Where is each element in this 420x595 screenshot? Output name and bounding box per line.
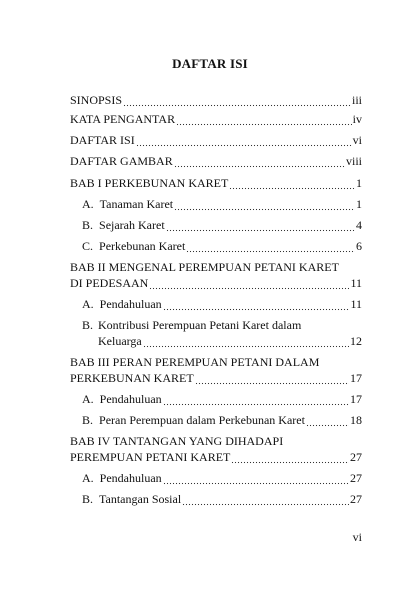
leader-dots (306, 415, 349, 427)
toc-entry-number: A. (82, 392, 94, 406)
toc-entry-page: 11 (350, 276, 362, 290)
leader-dots (143, 336, 349, 348)
leader-dots (174, 156, 345, 168)
toc-entry-label: DI PEDESAAN (70, 276, 149, 290)
toc-entry-number: A. (82, 297, 94, 311)
toc-entry-bab-2-b-number: B. (82, 318, 94, 332)
toc-entry-label: Pendahuluan (99, 471, 162, 485)
toc-entry-label: Pendahuluan (99, 392, 162, 406)
toc-entry-bab-3-a[interactable] (82, 392, 362, 406)
toc-entry-daftar-isi[interactable] (70, 133, 362, 147)
toc-entry-label: Keluarga (98, 334, 142, 348)
leader-dots (176, 114, 352, 126)
toc-entry-page: 27 (350, 471, 362, 485)
leader-dots (174, 199, 355, 211)
toc-entry-label: Peran Perempuan dalam Perkebunan Karet (99, 413, 305, 427)
toc-entry-page: 4 (356, 218, 362, 232)
toc-entry-label: BAB I PERKEBUNAN KARET (70, 176, 229, 190)
toc-entry-number: B. (82, 413, 94, 427)
leader-dots (123, 95, 351, 107)
toc-entry-bab-2-b-line1[interactable]: Kontribusi Perempuan Petani Karet dalam (98, 318, 302, 332)
toc-entry-kata-pengantar[interactable] (70, 112, 362, 126)
toc-entry-page: 11 (350, 297, 362, 311)
toc-entry-page: vi (352, 133, 362, 147)
toc-entry-bab-4-b[interactable] (82, 492, 362, 506)
toc-entry-bab-3-b[interactable] (82, 413, 362, 427)
toc-entry-bab-2-b[interactable] (98, 334, 362, 348)
toc-entry-page: 17 (350, 371, 362, 385)
toc-entry-bab-1[interactable] (70, 176, 362, 190)
toc-entry-bab-2-line1[interactable]: BAB II MENGENAL PEREMPUAN PETANI KARET (70, 260, 339, 274)
page-title: DAFTAR ISI (172, 56, 248, 71)
toc-entry-page: 12 (350, 334, 362, 348)
toc-entry-number: A. (82, 197, 94, 211)
toc-entry-bab-3-line1[interactable]: BAB III PERAN PEREMPUAN PETANI DALAM (70, 355, 320, 369)
toc-entry-page: iii (351, 93, 362, 107)
toc-entry-number: B. (82, 492, 94, 506)
leader-dots (166, 220, 355, 232)
toc-entry-page: 18 (350, 413, 362, 427)
toc-entry-page: 6 (356, 239, 362, 253)
toc-entry-label: PERKEBUNAN KARET (70, 371, 194, 385)
toc-entry-page: 17 (350, 392, 362, 406)
toc-entry-label: DAFTAR GAMBAR (70, 154, 173, 168)
toc-entry-sinopsis[interactable] (70, 93, 362, 107)
leader-dots (163, 473, 349, 485)
toc-entry-bab-4-a[interactable] (82, 471, 362, 485)
toc-entry-bab-1-c[interactable] (82, 239, 362, 253)
toc-entry-page: 1 (356, 176, 362, 190)
toc-entry-label: Sejarah Karet (99, 218, 165, 232)
toc-entry-page: iv (352, 112, 362, 126)
toc-entry-label: Perkebunan Karet (99, 239, 186, 253)
leader-dots (182, 494, 349, 506)
toc-entry-label: Tanaman Karet (99, 197, 174, 211)
page-number: vi (352, 530, 362, 544)
leader-dots (229, 178, 355, 190)
toc-entry-label: KATA PENGANTAR (70, 112, 176, 126)
leader-dots (163, 394, 349, 406)
toc-entry-label: DAFTAR ISI (70, 133, 135, 147)
toc-entry-page: 27 (350, 492, 362, 506)
leader-dots (136, 135, 352, 147)
toc-entry-bab-1-a[interactable] (82, 197, 362, 211)
toc-entry-number: C. (82, 239, 94, 253)
toc-entry-number: A. (82, 471, 94, 485)
leader-dots (149, 278, 349, 290)
toc-entry-number: B. (82, 218, 94, 232)
toc-entry-bab-2-a[interactable] (82, 297, 362, 311)
toc-entry-label: Tantangan Sosial (99, 492, 182, 506)
toc-entry-label: Pendahuluan (99, 297, 162, 311)
toc-entry-bab-4[interactable] (70, 450, 362, 464)
toc-entry-bab-1-b[interactable] (82, 218, 362, 232)
leader-dots (231, 452, 349, 464)
toc-entry-bab-4-line1[interactable]: BAB IV TANTANGAN YANG DIHADAPI (70, 434, 284, 448)
leader-dots (163, 299, 350, 311)
toc-entry-page: 1 (356, 197, 362, 211)
toc-entry-daftar-gambar[interactable] (70, 154, 362, 168)
toc-entry-page: viii (345, 154, 362, 168)
toc-entry-label: PEREMPUAN PETANI KARET (70, 450, 231, 464)
toc-entry-bab-3[interactable] (70, 371, 362, 385)
toc-entry-label: SINOPSIS (70, 93, 123, 107)
leader-dots (186, 241, 355, 253)
toc-entry-bab-2[interactable] (70, 276, 362, 290)
toc-entry-page: 27 (350, 450, 362, 464)
leader-dots (195, 373, 349, 385)
